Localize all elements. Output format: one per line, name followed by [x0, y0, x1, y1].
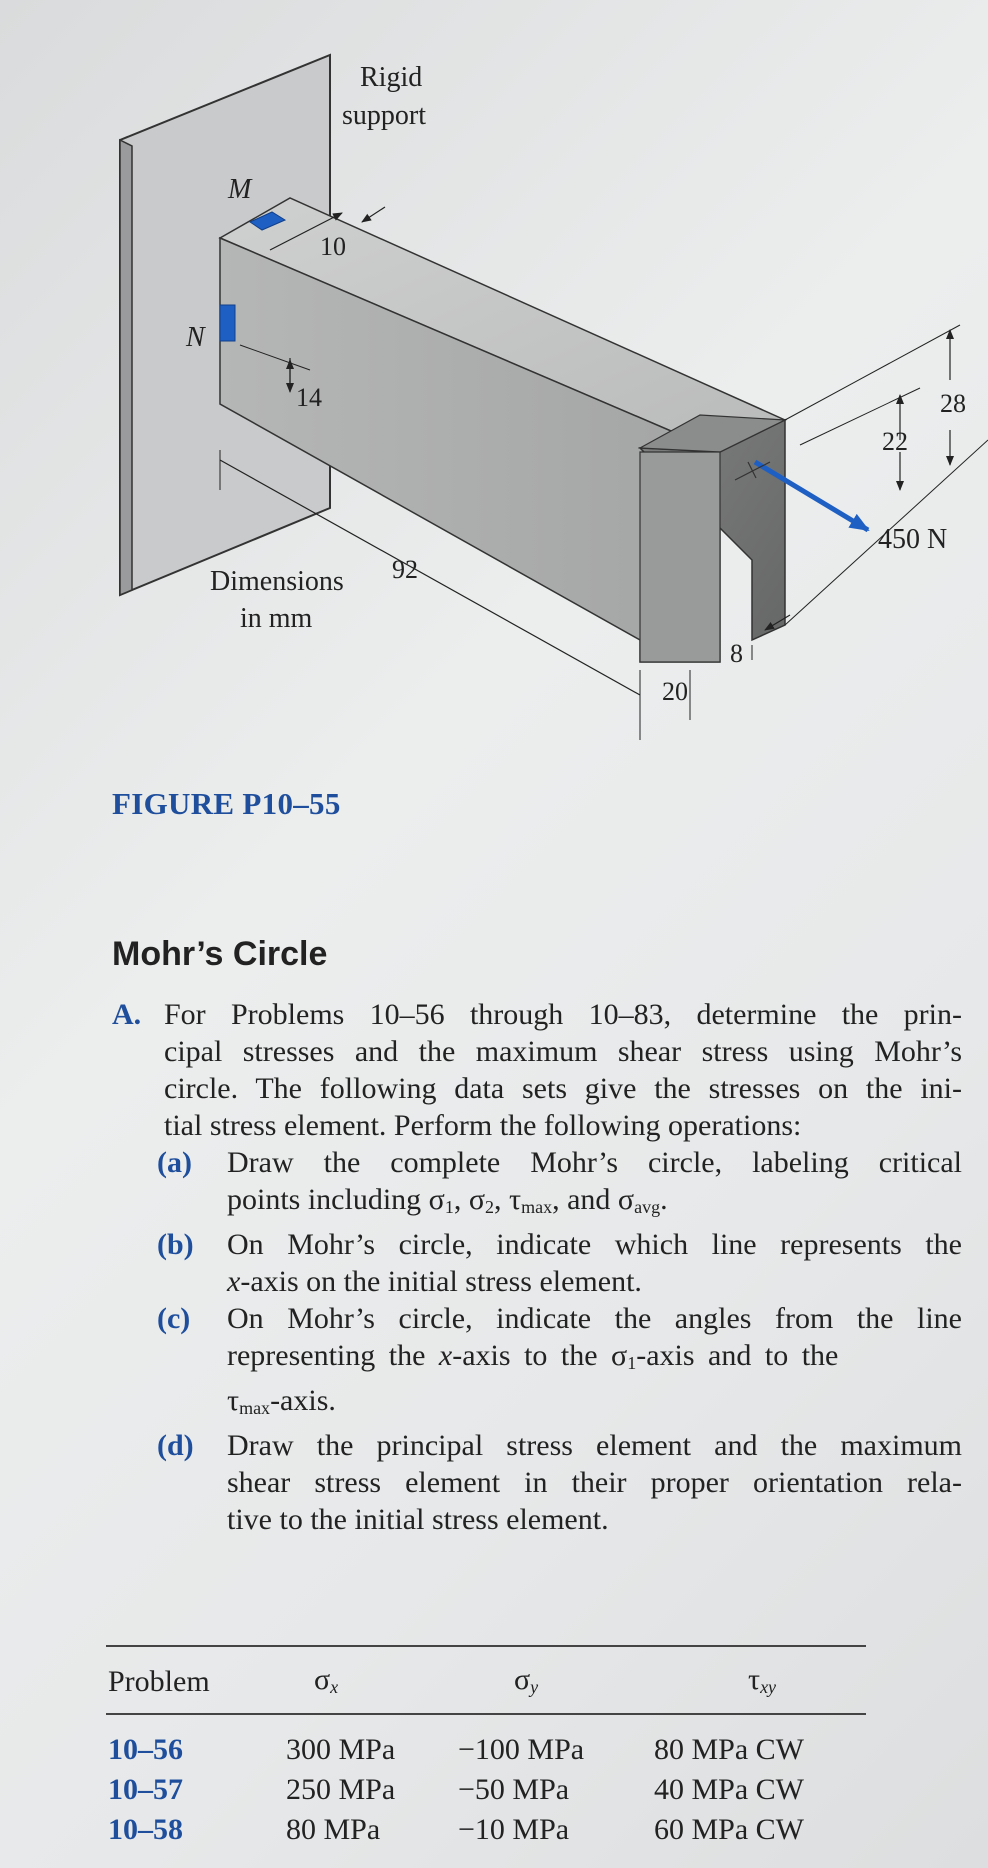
row-1-sigma-x: 300 MPa	[286, 1733, 396, 1766]
wall-edge	[120, 140, 132, 595]
row-2-sigma-x: 250 MPa	[286, 1773, 396, 1806]
item-d-tag: (d)	[157, 1429, 194, 1462]
item-d-line-3: tive to the initial stress element.	[227, 1503, 609, 1536]
point-n-label: N	[186, 322, 205, 353]
rigid-support-label-1: Rigid	[360, 62, 423, 93]
intro-line-1: For Problems 10–56 through 10–83, determine the prin-	[164, 998, 962, 1031]
dim-22-label: 22	[882, 427, 908, 456]
problem-statement	[112, 996, 962, 1538]
dimensions-label-1: Dimensions	[210, 566, 344, 597]
header-tau-xy-sym: τ	[748, 1663, 761, 1696]
dim-92-label: 92	[392, 555, 418, 584]
table-header-rule	[106, 1713, 866, 1715]
item-b-line-1: On Mohr’s circle, indicate which line represents the	[227, 1228, 962, 1261]
item-a	[157, 1144, 962, 1226]
intro-line-2: cipal stresses and the maximum shear stress using Mohr’s	[164, 1035, 962, 1068]
header-sigma-x-sym: σ	[314, 1663, 331, 1696]
item-c-line-2	[227, 1337, 962, 1382]
row-3-sigma-x: 80 MPa	[286, 1813, 381, 1846]
item-c-axis: -axis.	[270, 1384, 336, 1417]
item-c-pre: representing the	[227, 1339, 439, 1372]
row-1-problem: 10–56	[108, 1733, 183, 1766]
dim-28-label: 28	[940, 389, 966, 418]
header-sigma-y	[514, 1663, 538, 1698]
row-3-problem: 10–58	[108, 1813, 183, 1846]
header-sigma-y-sym: σ	[514, 1663, 531, 1696]
dim-10-arrow	[362, 207, 385, 222]
sigma2-sub: 2	[485, 1197, 495, 1217]
header-tau-xy-sub: xy	[760, 1677, 777, 1697]
item-a-comma1: , σ	[453, 1183, 486, 1216]
bracket-figure	[0, 0, 988, 760]
intro-line-4: tial stress element. Perform the following operations:	[164, 1109, 802, 1142]
section-title: Mohr’s Circle	[112, 935, 328, 973]
item-d-line-1: Draw the principal stress element and the maximum	[227, 1429, 962, 1462]
problem-letter: A.	[112, 998, 142, 1031]
item-b-line-2	[227, 1263, 962, 1300]
intro-line-3: circle. The following data sets give the stresses on the ini-	[164, 1072, 962, 1105]
dimensions-label-2: in mm	[240, 603, 313, 634]
dim-14-label: 14	[296, 383, 322, 412]
item-b-tag: (b)	[157, 1228, 194, 1261]
row-2-sigma-y: −50 MPa	[458, 1773, 570, 1806]
header-sigma-x-sub: x	[330, 1677, 339, 1697]
item-a-tag: (a)	[157, 1146, 192, 1179]
item-c-mid: -axis to the σ	[452, 1339, 628, 1372]
table-top-rule	[106, 1645, 866, 1647]
row-2-tau-xy: 40 MPa CW	[654, 1773, 804, 1806]
item-b-x: x	[227, 1265, 241, 1298]
header-tau-xy	[748, 1663, 776, 1698]
point-n-marker	[220, 305, 235, 341]
item-c-line-1: On Mohr’s circle, indicate the angles from the line	[227, 1302, 962, 1335]
item-c-tau-sub: max	[239, 1398, 271, 1418]
item-a-line-2	[227, 1181, 962, 1226]
row-3-sigma-y: −10 MPa	[458, 1813, 570, 1846]
header-sigma-y-sub: y	[530, 1677, 539, 1697]
row-3-tau-xy: 60 MPa CW	[654, 1813, 804, 1846]
dim-8-label: 8	[730, 639, 743, 668]
item-c-tau: τ	[227, 1384, 240, 1417]
header-sigma-x	[314, 1663, 338, 1698]
item-d-line-2: shear stress element in their proper orientation rela-	[227, 1466, 962, 1499]
item-a-end: .	[660, 1183, 668, 1216]
item-d	[157, 1427, 962, 1538]
item-a-text: points including σ	[227, 1183, 445, 1216]
sigma1-sub: 1	[444, 1197, 454, 1217]
figure-caption: FIGURE P10–55	[112, 786, 341, 821]
item-b	[157, 1226, 962, 1300]
header-problem: Problem	[108, 1665, 210, 1698]
dim-10-label: 10	[320, 232, 346, 261]
item-a-and: , and σ	[552, 1183, 635, 1216]
rigid-support-label-2: support	[342, 100, 426, 131]
item-c-tag: (c)	[157, 1302, 191, 1335]
item-c	[157, 1300, 962, 1427]
row-1-sigma-y: −100 MPa	[458, 1733, 585, 1766]
tau-max-sub: max	[521, 1197, 553, 1217]
row-1-tau-xy: 80 MPa CW	[654, 1733, 804, 1766]
dim-28-ext-top	[785, 325, 960, 420]
item-a-comma2: , τ	[494, 1183, 522, 1216]
point-m-label: M	[228, 174, 252, 205]
item-c-x: x	[438, 1339, 453, 1372]
dim-20-label: 20	[662, 677, 688, 706]
item-c-post: -axis and to the	[636, 1339, 839, 1372]
item-c-sigma1-sub: 1	[627, 1353, 637, 1373]
sigma-avg-sub: avg	[634, 1197, 661, 1217]
load-label: 450 N	[878, 524, 948, 555]
bracket-end-front	[640, 452, 720, 662]
item-a-line-1: Draw the complete Mohr’s circle, labeling critical	[227, 1146, 962, 1179]
item-b-rest: -axis on the initial stress element.	[240, 1265, 642, 1298]
item-c-line-3	[227, 1382, 962, 1427]
row-2-problem: 10–57	[108, 1773, 183, 1806]
